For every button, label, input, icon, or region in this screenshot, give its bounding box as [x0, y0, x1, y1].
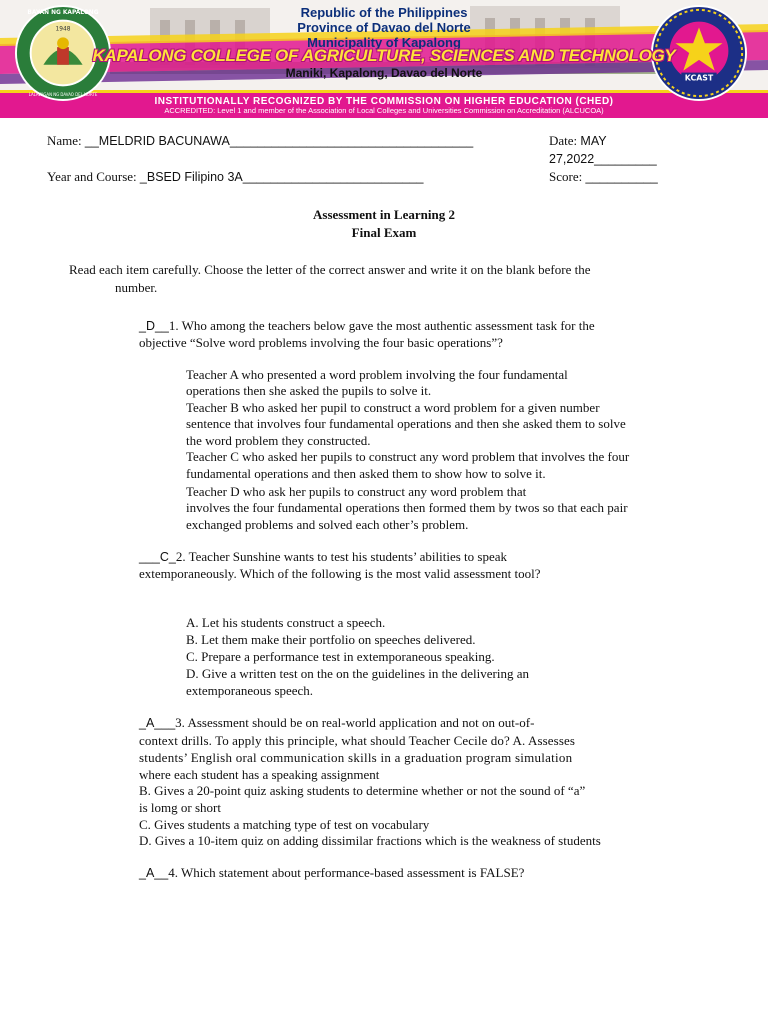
- header-municipality: Municipality of Kapalong: [307, 35, 461, 50]
- q1-option-line: the word problem they constructed.: [186, 433, 371, 448]
- q1-option-line: fundamental operations and then asked them to show how to solve it.: [186, 466, 546, 481]
- score-row: [549, 169, 658, 185]
- course-row: [47, 169, 424, 185]
- q1-option-line: involves the four fundamental operations then formed them by twos so that each pair: [186, 500, 628, 515]
- exam-subtitle: Final Exam: [351, 225, 417, 240]
- question-1-answer: _D__: [139, 319, 169, 333]
- question-1-text-2: objective “Solve word problems involving the four basic operations”?: [139, 335, 503, 350]
- question-3: [139, 715, 534, 731]
- question-4-text: 4. Which statement about performance-based assessment is FALSE?: [168, 865, 525, 880]
- date-value-1: MAY: [580, 134, 607, 148]
- question-3-line: students’ English oral communication skills in a graduation program simulation: [139, 750, 573, 765]
- header-college-name: KAPALONG COLLEGE OF AGRICULTURE, SCIENCES AND TECHNOLOGY: [92, 46, 676, 65]
- score-label: Score:: [549, 169, 583, 184]
- q3-option-b: B. Gives a 20-point quiz asking students to determine whether or not the sound of “a”: [139, 783, 586, 798]
- question-1-text: 1. Who among the teachers below gave the most authentic assessment task for the: [168, 318, 595, 333]
- question-2-answer: ___C_: [139, 550, 176, 564]
- question-3-line: context drills. To apply this principle, what should Teacher Cecile do? A. Assesses: [139, 733, 576, 748]
- date-row: [549, 133, 607, 149]
- question-2-text-2: extemporaneously. Which of the following is the most valid assessment tool?: [139, 566, 541, 581]
- question-4: [139, 865, 524, 881]
- right-logo-text: KCAST: [684, 73, 714, 83]
- date-value-2: 27,2022_________: [549, 152, 657, 166]
- question-3-text: 3. Assessment should be on real-world application and not on out-of-: [175, 715, 535, 730]
- exam-title: Assessment in Learning 2: [313, 207, 455, 222]
- date-label: Date:: [549, 133, 578, 148]
- header-republic: Republic of the Philippines: [300, 5, 468, 20]
- q1-option-line: exchanged problems and solved each other’s problem.: [186, 517, 469, 532]
- question-2: [139, 549, 507, 565]
- header-accreditation: ACCREDITED: Level 1 and member of the Association of Local Colleges and Universities Commission on Accreditation (ALCUCOA): [164, 106, 604, 115]
- question-3-answer: _A___: [139, 716, 176, 730]
- instructions-line-2: number.: [115, 280, 158, 295]
- course-value: _BSED Filipino 3A__________________________: [139, 170, 424, 184]
- q1-option-line: Teacher D who ask her pupils to construct any word problem that: [186, 484, 527, 499]
- q3-option-d: D. Gives a 10-item quiz on adding dissimilar fractions which is the weakness of students: [139, 833, 601, 848]
- q1-option-line: Teacher A who presented a word problem involving the four fundamental: [186, 367, 568, 382]
- q2-option-b: B. Let them make their portfolio on speeches delivered.: [186, 632, 476, 647]
- score-value: __________: [585, 169, 658, 184]
- question-3-line: where each student has a speaking assignment: [139, 767, 380, 782]
- left-logo-bottom: LALAWIGAN NG DAVAO DEL NORTE: [28, 92, 98, 98]
- left-logo-title: BAYAN NG KAPALONG: [27, 9, 99, 16]
- name-row: [47, 133, 473, 149]
- q2-option-d: D. Give a written test on the on the guidelines in the delivering an: [186, 666, 529, 681]
- q2-option-d-cont: extemporaneous speech.: [186, 683, 314, 698]
- question-1: [139, 318, 595, 334]
- left-logo-year: 1948: [55, 26, 71, 33]
- q1-option-line: sentence that involves four fundamental operations and then she asked them to solve: [186, 416, 626, 431]
- q2-option-a: A. Let his students construct a speech.: [186, 615, 386, 630]
- q3-option-b-cont: is lomg or short: [139, 800, 221, 815]
- header-province: Province of Davao del Norte: [297, 20, 471, 35]
- header-banner: [0, 0, 768, 118]
- q1-option-line: operations then she asked the pupils to solve it.: [186, 383, 432, 398]
- q1-option-line: Teacher B who asked her pupil to construct a word problem for a given number: [186, 400, 600, 415]
- course-label: Year and Course:: [47, 169, 137, 184]
- header-address: Maniki, Kapalong, Davao del Norte: [285, 66, 483, 80]
- instructions-line-1: Read each item carefully. Choose the letter of the correct answer and write it on the blank before the: [69, 262, 591, 277]
- q2-option-c: C. Prepare a performance test in extemporaneous speaking.: [186, 649, 495, 664]
- name-label: Name:: [47, 133, 82, 148]
- q3-option-c: C. Gives students a matching type of test on vocabulary: [139, 817, 430, 832]
- question-2-text: 2. Teacher Sunshine wants to test his students’ abilities to speak: [175, 549, 507, 564]
- header-ched-recognition: INSTITUTIONALLY RECOGNIZED BY THE COMMISSION ON HIGHER EDUCATION (CHED): [154, 96, 614, 107]
- question-4-answer: _A__: [139, 866, 169, 880]
- name-value: __MELDRID BACUNAWA___________________________________: [84, 134, 474, 148]
- q1-option-line: Teacher C who asked her pupils to construct any word problem that involves the four: [186, 449, 630, 464]
